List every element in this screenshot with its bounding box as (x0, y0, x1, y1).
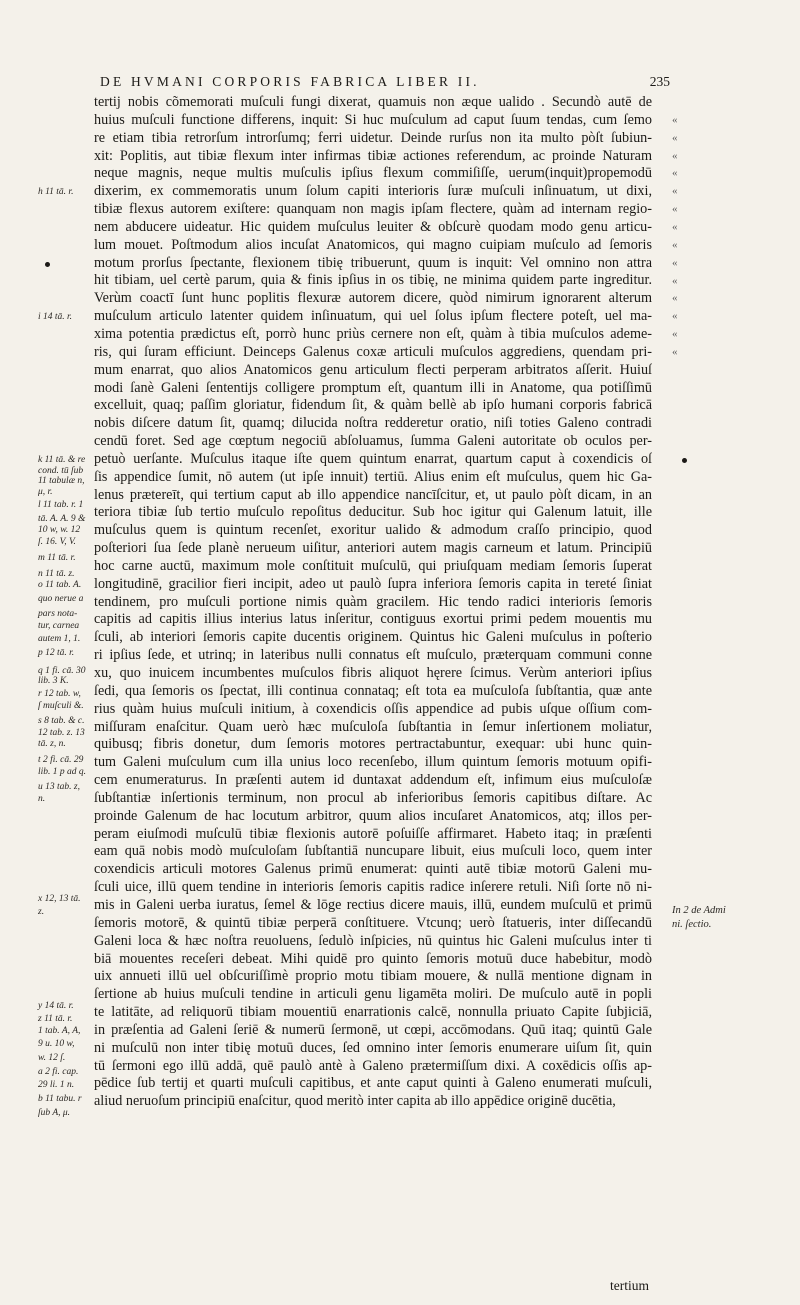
margin-note: 29 li. 1 n. (38, 1079, 75, 1090)
text-line: lenus prætereīt, qui tertium caput ab illo appendice nancīſcitur, et, ut paulo pòſt dicam, in an (94, 486, 652, 503)
margin-note: cond. tū ſub (38, 465, 84, 476)
quotation-mark: « (672, 274, 678, 287)
margin-note: p 12 tā. r. (38, 647, 75, 658)
margin-note: z 11 tā. r. (38, 1013, 73, 1024)
text-line: pēdice ſub tertij et quarti muſculi capitibus, et ante caput quinti à Galeno enumerati muſculi, (94, 1075, 652, 1092)
text-line: ſis appendice ſumit, nō autem (ut ipſe innuit) tertiū. Alius enim eſt muſculus, quem hic Ga- (94, 468, 652, 485)
text-line: xima potentia prædictus eſt, porrò hunc priùs cernere non eſt, quàm à tibia muſculos ademe- (94, 325, 652, 342)
text-line: proinde Galenum de hac locutum arbitror, quum alios incuſaret Anatomicos, atq; illos per- (94, 807, 652, 824)
margin-note: k 11 tā. & re (38, 455, 86, 465)
text-line: tum Galeni muſculum cum illa unius loco recenſebo, illum quintum ſemoris motuum opifi- (94, 754, 652, 771)
running-header (100, 74, 670, 94)
text-line: tendinem, pro muſculi portione nimis quàm gracilem. Hic tendo radici interioris ſemoris (94, 593, 652, 610)
text-line: poſteriori ſua ſede planè nerueum uiſitur, anteriori autem magis carneum et latum. Principiū (94, 540, 652, 557)
text-line: xit: Poplitis, aut tibiæ flexum inter infirmas tibiæ actiones referendum, ac proinde Naturam (94, 147, 652, 164)
text-line: lum mouet. Poſtmodum alios incuſat Anatomicos, qui magno cuipiam muſculo ad ſemoris (94, 236, 652, 253)
text-line: teriora tibiæ ſub tertio muſculo repoſitus deducitur. Sub hoc igitur qui Galenum latuit, ille (94, 504, 652, 521)
running-title: DE HVMANI CORPORIS FABRICA LIBER II. (100, 74, 480, 89)
text-line: excelluit, quaq; paſſim gloriatur, fidendum ſit, & quàm bellè ab ipſo humani corporis fabricā (94, 397, 652, 414)
text-line: in præſentia ad Galeni ſeriē & numerū ſermonē, ut cœpi, accōmodans. Quū itaq; quintū Gale (94, 1021, 652, 1038)
text-line: neque magnis, neque multis muſculis ipſius flexum commiſiſſe, uerum(inquit)propemodū (94, 165, 652, 182)
margin-note: tā. z, n. (38, 738, 66, 749)
text-line: ſculi, ab interiori ſemoris capite ducentis originem. Quintus hic Galeni muſculus in poſterio (94, 629, 652, 646)
margin-note: s 8 tab. & c. (38, 715, 85, 726)
quotation-mark: « (672, 149, 678, 162)
quotation-mark: « (672, 220, 678, 233)
margin-note: lib. 3 K. (38, 676, 69, 687)
margin-note: m 11 tā. r. (38, 553, 76, 564)
text-line: mis in Galeni uerba iuratus, ſemel & lōge rectius dicere mauis, illū, eundem muſculū et primū (94, 896, 652, 913)
margin-note: u 13 tab. z, (38, 781, 80, 792)
text-line: hit tibiam, uel certè parum, quia & finis ipſius in os tibię, ne minima quidem parte ingreditur. (94, 272, 652, 289)
text-line: ſculi uice, illū quem tendine in interioris ſemoris capitis radice inſerere retuli. Niſi ſorte nō ni- (94, 879, 652, 896)
text-line: quibusq; fibris donetur, dum ſemoris motores pertractabuntur, exequar: ubi hunc quin- (94, 736, 652, 753)
margin-note: ſ. 16. V, V. (38, 537, 76, 548)
margin-note: l 11 tab. r. 1 (38, 499, 84, 510)
text-line: ſubſtantiæ inſertionis terminum, non procul ab inferioribus ſemoris capitibus diſtare. Ac (94, 789, 652, 806)
margin-note: o 11 tab. A. (38, 579, 82, 590)
page-number: 235 (649, 74, 670, 89)
text-line: cem enumeraturus. In præſenti autem id duntaxat addendum eſt, infimum eius muſculoſæ (94, 772, 652, 789)
text-line: rius quàm huius muſculi initium, à coxendicis oſſis appendice ad pubis uſque oſſium com- (94, 700, 652, 717)
text-line: coxendicis articuli motores Galenus primū enumerat: quinti autē tibiæ motorū Galeni mu- (94, 861, 652, 878)
margin-note: y 14 tā. r. (38, 1001, 74, 1012)
text-line: capitis ad capitis illius interius latus inſeritur, contiguus exortui primi pedem mouentis mu (94, 611, 652, 628)
text-line: nobis diſcere datum ſit, quamq; dilucida noſtra redderetur oratio, niſi toties Galeno contradi (94, 415, 652, 432)
margin-note: n. (38, 794, 46, 805)
quotation-mark: « (672, 292, 678, 305)
text-line: petuò uerſante. Muſculus itaque iſte quem quintum enarrat, quartum caput à coxendicis oſ (94, 450, 652, 467)
quotation-mark: « (672, 256, 678, 269)
margin-note: 9 u. 10 w, (38, 1038, 75, 1049)
margin-note: quo nerue a (38, 594, 84, 605)
text-line: muſculum articulo latenter quidem inſinuatum, qui uel ſolus ipſum flectere poteſt, uel ma- (94, 308, 652, 325)
text-line: muſculus quem is quintum recenſet, exoritur ualido & admodum craſſo principio, quod (94, 522, 652, 539)
text-line: peram eiuſmodi muſculū tibiæ flexionis autorē poſuiſſe affirmaret. Habeto itaq; in præſenti (94, 825, 652, 842)
text-line: ni muſculū non inter tibię motuū duces, ſed omnino inter ſemoris enumerare uiſum ſit, quin (94, 1039, 652, 1056)
quotation-mark: « (672, 203, 678, 216)
margin-note: tur, carnea (38, 621, 80, 631)
text-line: huius muſculi functione differens, inquit: Si huc muſculum ad caput ſuum tendas, cum ſemo (94, 111, 652, 128)
text-line: cendū foret. Sed age cœptum negociū abſoluamus, ſumma Galeni autoritate ob oculos per- (94, 433, 652, 450)
text-line: dixerim, ex commemoratis unum ſolum capiti interioris ſuræ muſculi inſinuatum, ut dixi, (94, 183, 652, 200)
text-line: Galeni loca & hæc noſtra reuoluens, ſedulò inſpicies, nū quintus hic Galeni muſculus inter ti (94, 932, 652, 949)
margin-note: tā. A. A. 9 & (38, 513, 86, 524)
margin-note: 10 w, w. 12 (38, 524, 81, 535)
margin-note: ni. ſectio. (672, 919, 712, 931)
margin-note: In 2 de Admi (672, 904, 726, 916)
margin-note: 12 tab. z. 13 (38, 728, 85, 739)
margin-note: ſub A, μ. (38, 1108, 71, 1119)
text-line: xu, quo inuicem incumbentes muſculos fibris aliquot hęrere ſcimus. Verùm anteriori ipſius (94, 665, 652, 681)
margin-note: μ, r. (38, 487, 53, 498)
text-line: modi ſanè Galeni ſententijs colligere promptum eſt, quantum illi in Anatome, qua potiſſimū (94, 379, 652, 396)
text-line: longitudinē, gracilior fieri incipit, adeo ut paulò ſupra inferiora ſemoris capita in tereté ſiniat (94, 575, 652, 592)
text-line: ſedi, qua ſemoris os ſpectat, illi continua connataq; eſt tota ea muſculoſa ſubſtantia, quæ ante (94, 682, 652, 699)
quotation-mark: « (672, 328, 678, 341)
quotation-mark: « (672, 185, 678, 198)
text-line: te latitāte, ad reliquorū tibiam mouentiū enarrationis calcē, nonnulla priuato Capite ſubjiciā, (94, 1004, 652, 1021)
text-line: aliud neruoſum principiū enaſcitur, quod meritò inter capita ab illo appēdice originē ducētia, (94, 1093, 616, 1110)
text-line: motum prorſus ſpectante, flexionem tibię tribuerunt, quum is inquit: Vel omnino non attra (94, 254, 652, 271)
margin-note: pars nota- (38, 608, 78, 619)
margin-note: t 2 fi. cā. 29 (38, 754, 84, 765)
margin-note: n 11 tā. z. (38, 569, 75, 580)
text-line: ris, qui ſuram efficiunt. Deinceps Galenus coxæ articuli muſculos aggrediens, quendam pri- (94, 343, 652, 360)
margin-note: a 2 fi. cap. (38, 1067, 79, 1078)
margin-note: ſ muſculi &. (38, 701, 84, 712)
text-line: re etiam tibia retrorſum introrſumq; ferri uidetur. Deinde rurſus non ita multo pòſt ſubiun- (94, 129, 652, 146)
text-line: nem abducere uideatur. Hic quidem muſculus leuiter & obſcurè quodam modo genu articu- (94, 218, 652, 235)
margin-note: b 11 tabu. r (38, 1094, 82, 1105)
quotation-mark: « (672, 345, 678, 358)
quotation-mark: « (672, 113, 678, 126)
text-line: Verùm coactī ſunt hunc poplitis flexuræ autorem dicere, quòd nimirum ignorarent alterum (94, 290, 652, 307)
text-line: ſertione ab huius muſculi tendine in articuli genu ligamēta moliri. De muſculo autē in popli (94, 986, 652, 1003)
bullet-dot (45, 262, 50, 267)
margin-note: 1 tab. A, A, (38, 1026, 81, 1037)
text-line: tertij nobis cõmemorati muſculi fungi dixerat, quamuis non æque ualido . Secundò autē de (94, 94, 652, 110)
margin-note: h 11 tā. r. (38, 187, 74, 198)
margin-note: w. 12 ſ. (38, 1052, 66, 1063)
text-line: ri ipſius ſede, et utrinq; in lateribus nulli connatus eſt muſculo, præterquam communi conne (94, 647, 652, 664)
margin-note: q 1 fi. cā. 30 (38, 665, 86, 676)
main-text-block (94, 94, 652, 1111)
quotation-mark: « (672, 167, 678, 180)
text-line: eam quā nobis modò muſculoſam ſubſtantiā nuncupare libuit, eius muſculi loco, quem inter (94, 843, 652, 860)
text-line: ſemoris motorē, & quintū tibiæ perperā conſtituere. Vtcunq; uerò ſtatueris, inter diſſecandū (94, 914, 652, 931)
margin-note: i 14 tā. r. (38, 312, 73, 323)
margin-note: lib. 1 p ad q. (38, 767, 87, 778)
text-line: tibiæ flexus autorem exiſtere: quanquam non magis ipſam flectere, quàm ad internam regio- (94, 201, 652, 218)
text-line: hoc carne auctū, maximum mole conſtituit muſculū, qui priuſquam mediam ſemoris ſuperat (94, 557, 652, 574)
text-line: uix annueti illū uel obſcuriſſimè proprio motu tibiam mouere, & nullā mentione dignam in (94, 968, 652, 985)
text-line: mum enarrat, quo alios Anatomicos genu articulum flecti perperam arbitratos aſſerit. Huiuſ (94, 361, 652, 378)
quotation-mark: « (672, 238, 678, 251)
margin-note: z. (38, 906, 45, 917)
margin-note: r 12 tab. w, (38, 688, 81, 699)
quotation-mark: « (672, 310, 678, 323)
text-line: tū ſermoni ego illū addā, quē paulò antè à Galeno prætermiſſum dixi. A coxēdicis oſſis ap- (94, 1057, 652, 1074)
text-line: biā mouentes receſeri debeat. Mihi quidē pro quinto ſemoris motuū duce habebitur, modò (94, 950, 652, 967)
bullet-dot (682, 458, 687, 463)
quotation-mark: « (672, 131, 678, 144)
margin-note: 11 tabulæ n, (38, 476, 85, 487)
catchword: tertium (610, 1278, 649, 1293)
text-line: miſſuram enaſcitur. Quam uerò hæc muſculoſa ſubſtantia in ſemur inſertionem moliatur, (94, 718, 652, 735)
margin-note: autem 1, 1. (38, 633, 81, 644)
margin-note: x 12, 13 tā. (38, 894, 81, 905)
